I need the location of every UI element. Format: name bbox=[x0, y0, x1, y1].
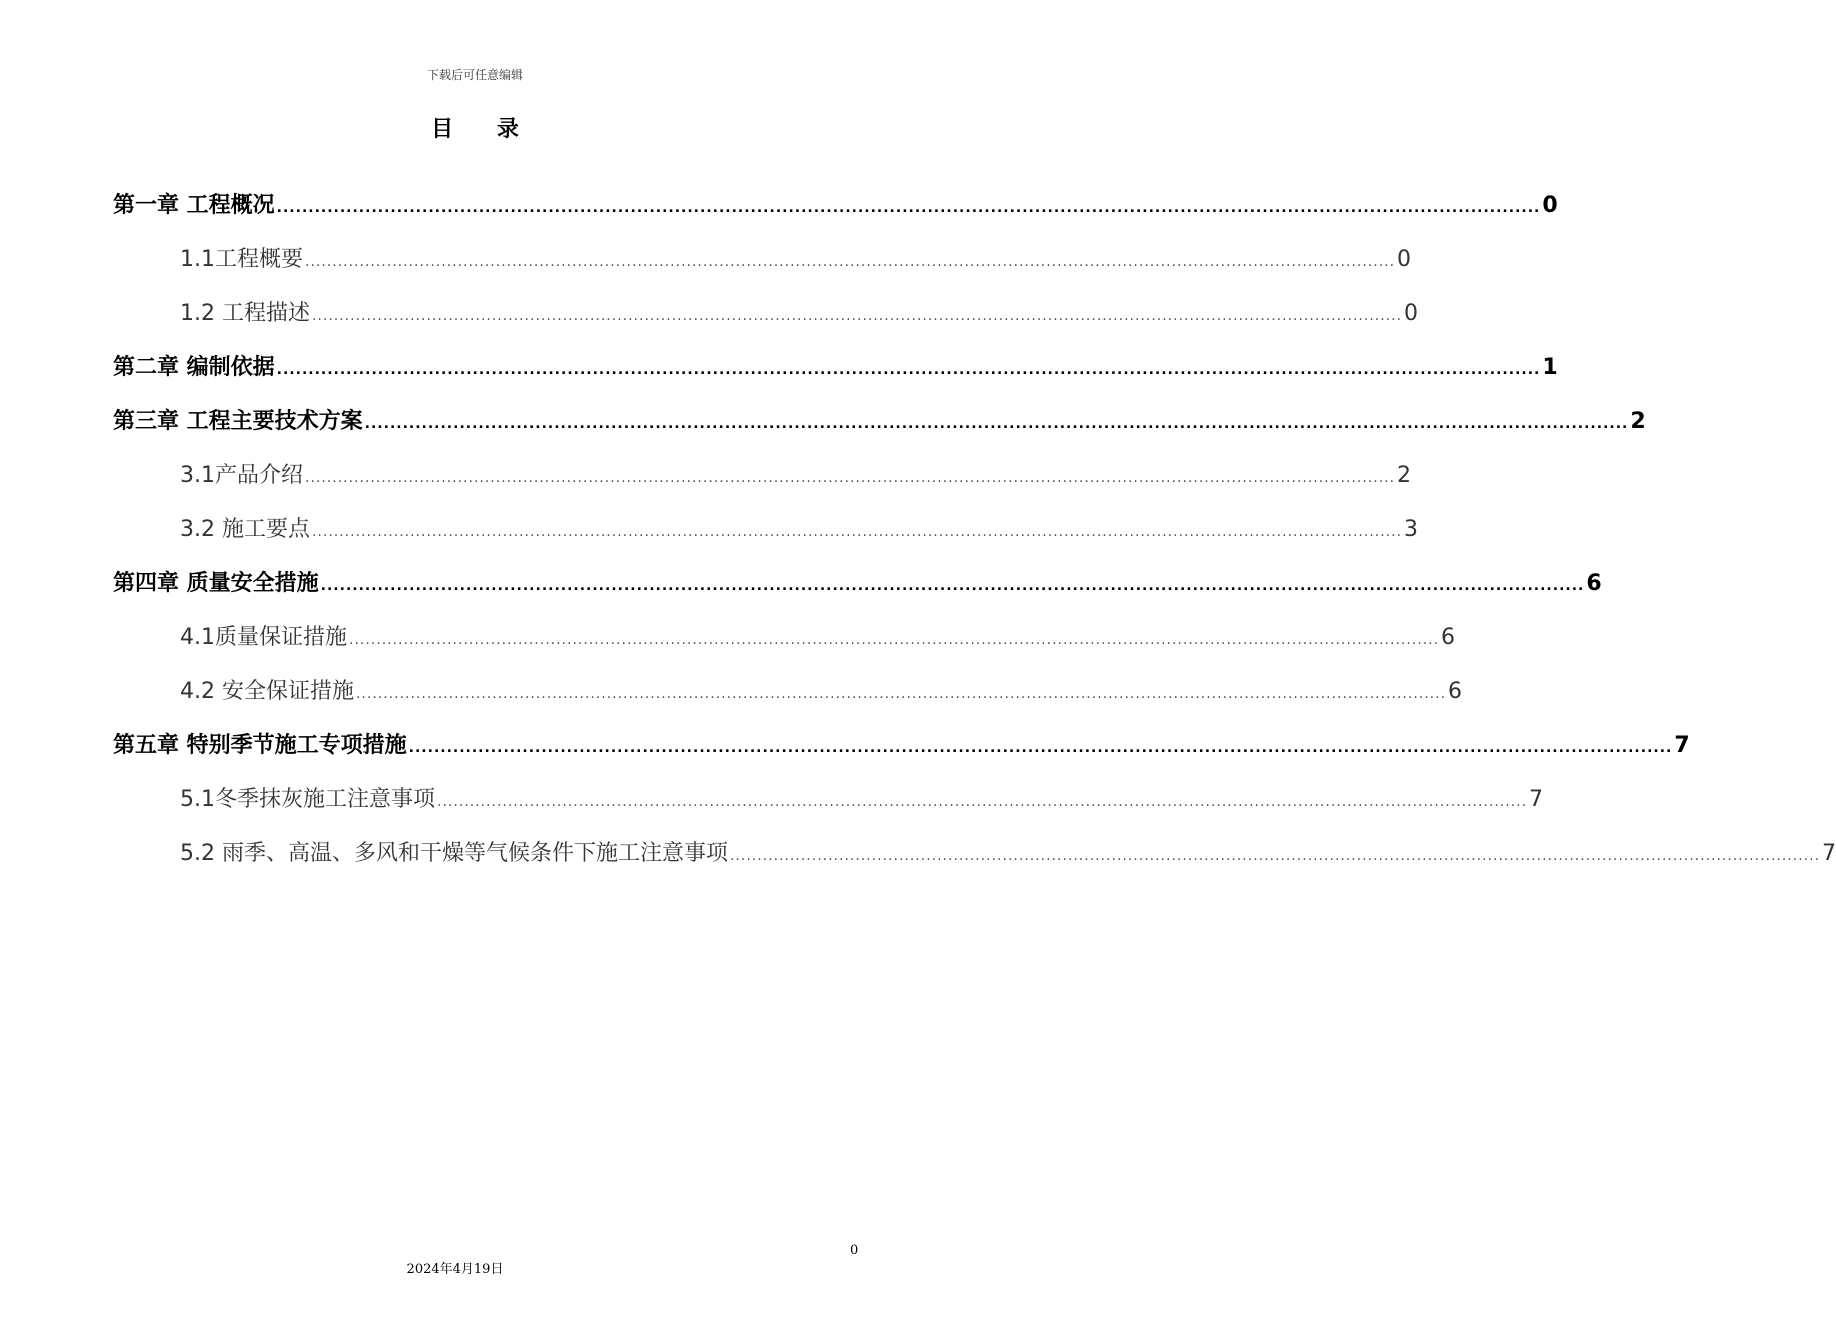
toc-entry-section-5-2[interactable] bbox=[180, 834, 1836, 874]
page-number: 0 bbox=[850, 1243, 859, 1258]
dot-leader: ........................................................................................................................................................................................................ bbox=[305, 470, 1396, 486]
toc-entry-label: 第三章 工程主要技术方案 bbox=[113, 409, 363, 434]
toc-entry-label: 1.1工程概要 bbox=[180, 247, 303, 272]
toc-entry-section-5-1[interactable] bbox=[180, 780, 1544, 820]
toc-entry-chapter-5[interactable] bbox=[113, 726, 1690, 766]
toc-entry-chapter-3[interactable] bbox=[113, 402, 1646, 442]
dot-leader: ........................................................................................................................................................................................................ bbox=[729, 848, 1821, 864]
dot-leader: ........................................................................................................................................................................................................ bbox=[349, 632, 1440, 648]
toc-entry-section-1-2[interactable] bbox=[180, 294, 1419, 334]
toc-entry-label: 4.1质量保证措施 bbox=[180, 625, 347, 650]
dot-leader: ........................................................................................................................................................................................................ bbox=[437, 794, 1528, 810]
toc-entry-page: 2 bbox=[1630, 409, 1646, 434]
toc-entry-chapter-1[interactable] bbox=[113, 186, 1558, 226]
toc-entry-chapter-4[interactable] bbox=[113, 564, 1602, 604]
toc-entry-section-4-1[interactable] bbox=[180, 618, 1456, 658]
dot-leader: ........................................................................................................................................................................................................ bbox=[305, 254, 1396, 270]
toc-entry-page: 6 bbox=[1448, 679, 1463, 704]
dot-leader: ........................................................................................................................................................................................................ bbox=[311, 308, 1403, 324]
toc-entry-page: 0 bbox=[1542, 193, 1558, 218]
dot-leader: ........................................................................................................................................................................................................ bbox=[364, 416, 1629, 432]
toc-entry-label: 4.2 安全保证措施 bbox=[180, 679, 354, 704]
dot-leader: ........................................................................................................................................................................................................ bbox=[311, 524, 1403, 540]
dot-leader: ........................................................................................................................................................................................................ bbox=[276, 200, 1541, 216]
toc-entry-label: 第五章 特别季节施工专项措施 bbox=[113, 733, 407, 758]
toc-entry-page: 0 bbox=[1404, 301, 1419, 326]
toc-title: 目 录 bbox=[431, 117, 537, 142]
toc-entry-label: 1.2 工程描述 bbox=[180, 301, 310, 326]
toc-entry-section-3-2[interactable] bbox=[180, 510, 1419, 550]
toc-entry-page: 3 bbox=[1404, 517, 1419, 542]
toc-entry-page: 6 bbox=[1441, 625, 1456, 650]
toc-entry-label: 第一章 工程概况 bbox=[113, 193, 275, 218]
toc-entry-label: 5.2 雨季、高温、多风和干燥等气候条件下施工注意事项 bbox=[180, 841, 728, 866]
dot-leader: ........................................................................................................................................................................................................ bbox=[355, 686, 1447, 702]
toc-entry-section-3-1[interactable] bbox=[180, 456, 1412, 496]
toc-entry-label: 第四章 质量安全措施 bbox=[113, 571, 319, 596]
toc-entry-label: 3.1产品介绍 bbox=[180, 463, 303, 488]
toc-entry-label: 第二章 编制依据 bbox=[113, 355, 275, 380]
toc-entry-page: 0 bbox=[1397, 247, 1412, 272]
footer-date: 2024年4月19日 bbox=[406, 1262, 504, 1277]
toc-entry-page: 7 bbox=[1529, 787, 1544, 812]
dot-leader: ........................................................................................................................................................................................................ bbox=[320, 578, 1585, 594]
toc-entry-page: 7 bbox=[1822, 841, 1836, 866]
toc-entry-page: 2 bbox=[1397, 463, 1412, 488]
toc-entry-section-1-1[interactable] bbox=[180, 240, 1412, 280]
toc-entry-chapter-2[interactable] bbox=[113, 348, 1558, 388]
toc-entry-label: 3.2 施工要点 bbox=[180, 517, 310, 542]
toc-entry-label: 5.1冬季抹灰施工注意事项 bbox=[180, 787, 435, 812]
toc-entry-section-4-2[interactable] bbox=[180, 672, 1463, 712]
header-note: 下载后可任意编辑 bbox=[426, 68, 523, 82]
dot-leader: ........................................................................................................................................................................................................ bbox=[408, 740, 1673, 756]
toc-entry-page: 6 bbox=[1586, 571, 1602, 596]
dot-leader: ........................................................................................................................................................................................................ bbox=[276, 362, 1541, 378]
toc-entry-page: 7 bbox=[1674, 733, 1690, 758]
toc-entry-page: 1 bbox=[1542, 355, 1558, 380]
